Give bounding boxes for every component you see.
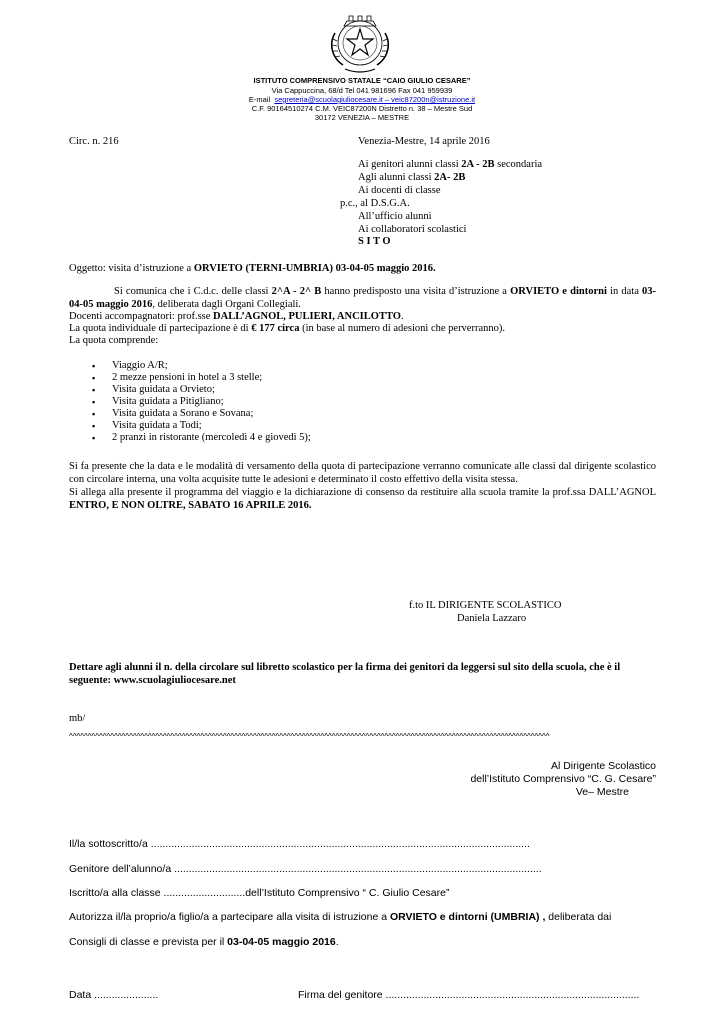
class-field[interactable]: Iscritto/a alla classe ............................dell’Istituto Comprensivo “ C. Giulio Cesare” (69, 887, 450, 899)
school-codes: C.F. 90164510274 C.M. VEIC87200N Distretto n. 38 – Mestre Sud (251, 104, 473, 113)
quota-comprende: La quota comprende: (69, 335, 159, 346)
addressee-line-1: Al Dirigente Scolastico (550, 760, 656, 772)
school-name: ISTITUTO COMPRENSIVO STATALE “CAIO GIULIO CESARE” (253, 76, 471, 85)
quota-line: La quota individuale di partecipazione è di € 177 circa (in base al numero di adesioni che perverranno). (69, 323, 505, 334)
list-item: ▪ Visita guidata a Todi; (92, 420, 311, 432)
republic-emblem (325, 13, 395, 75)
email-label: E-mail (248, 95, 271, 104)
email-link[interactable]: segreteria@scuolagiuliocesare.it – veic87200n@istruzione.it (274, 95, 476, 104)
separator-line: ^^^^^^^^^^^^^^^^^^^^^^^^^^^^^^^^^^^^^^^^^^^^^^^^^^^^^^^^^^^^^^^^^^^^^^^^^^^^^^^^^^^^^^^^^^^^^^^^^^^^^^^^^^^^^^^^^^^^^^^^^^^^^^^^ (69, 732, 550, 741)
list-item: ▪ 2 mezze pensioni in hotel a 3 stelle; (92, 372, 311, 384)
docenti-line: Docenti accompagnatori: prof.sse DALL’AGNOL, PULIERI, ANCILOTTO. (69, 311, 404, 322)
recipient-line-5: Ai collaboratori scolastici (358, 224, 467, 235)
recipient-line-2: Ai docenti di classe (358, 185, 441, 196)
signature-name: Daniela Lazzaro (457, 613, 527, 624)
form-addressee (470, 760, 656, 799)
initials: mb/ (69, 713, 86, 724)
undersigned-field[interactable]: Il/la sottoscritto/a .................................................................................................................................. (69, 838, 530, 850)
recipient-line-4: All’ufficio alunni (358, 211, 432, 222)
date-field[interactable]: Data ...................... (69, 989, 159, 1001)
school-address: Via Cappuccina, 68/d Tel 041 981696 Fax 041 959939 (271, 86, 453, 95)
recipient-line-6: S I T O (358, 236, 391, 247)
paragraph-intro: Si comunica che i C.d.c. delle classi 2^A - 2^ B hanno predisposto una visita d’istruzione a ORVIETO e dintorni in data 03-04-05 maggio 2016, deliberata dagli Organi Collegiali. (69, 286, 656, 310)
list-item: ▪ Visita guidata a Orvieto; (92, 384, 311, 396)
list-item: ▪ 2 pranzi in ristorante (mercoledì 4 e giovedì 5); (92, 432, 311, 444)
place-date: Venezia-Mestre, 14 aprile 2016 (358, 136, 490, 147)
recipient-line-3: p.c., al D.S.G.A. (340, 198, 410, 209)
school-city: 30172 VENEZIA – MESTRE (314, 113, 410, 122)
authorization-line: Autorizza il/la proprio/a figlio/a a partecipare alla visita di istruzione a ORVIETO e dintorni (UMBRIA) , deliberata dai (69, 911, 612, 923)
parent-of-field[interactable]: Genitore dell’alunno/a .............................................................................................................................. (69, 863, 542, 875)
recipient-line-0: Ai genitori alunni classi 2A - 2B secondaria (358, 159, 543, 170)
subject-line: Oggetto: visita d’istruzione a ORVIETO (TERNI-UMBRIA) 03-04-05 maggio 2016. (69, 263, 436, 274)
included-items-list (92, 360, 311, 444)
signature-title: f.to IL DIRIGENTE SCOLASTICO (409, 600, 562, 611)
paragraph-attachment: Si allega alla presente il programma del viaggio e la dichiarazione di consenso da restituire alla scuola tramite la prof.ssa DALL’AGNOL ENTRO, E NON OLTRE, SABATO 16 APRILE 2016. (69, 487, 656, 511)
notice-text: Dettare agli alunni il n. della circolare sul libretto scolastico per la firma dei genitori da leggersi sul sito della scuola, che è il seguente: www.scuolagiuliocesare.net (69, 662, 621, 686)
list-item: ▪ Visita guidata a Sorano e Sovana; (92, 408, 311, 420)
list-item: ▪ Viaggio A/R; (92, 360, 311, 372)
paragraph-payment: Si fa presente che la data e le modalità di versamento della quota di partecipazione verranno comunicate alle classi dal dirigente scolastico con circolare interna, una volta acquisite tutte le adesioni e determinato il costo effettivo della visita stessa. (69, 461, 656, 485)
list-item: ▪ Visita guidata a Pitigliano; (92, 396, 311, 408)
addressee-line-2: dell’Istituto Comprensivo “C. G. Cesare” (470, 773, 656, 785)
school-email (0, 95, 724, 104)
addressee-line-3: Ve– Mestre (575, 786, 629, 798)
recipient-line-1: Agli alunni classi 2A- 2B (358, 172, 466, 183)
authorization-date-line: Consigli di classe e prevista per il 03-04-05 maggio 2016. (69, 936, 339, 948)
circular-number: Circ. n. 216 (69, 136, 119, 147)
parent-signature-field[interactable]: Firma del genitore ....................................................................................... (298, 989, 640, 1001)
